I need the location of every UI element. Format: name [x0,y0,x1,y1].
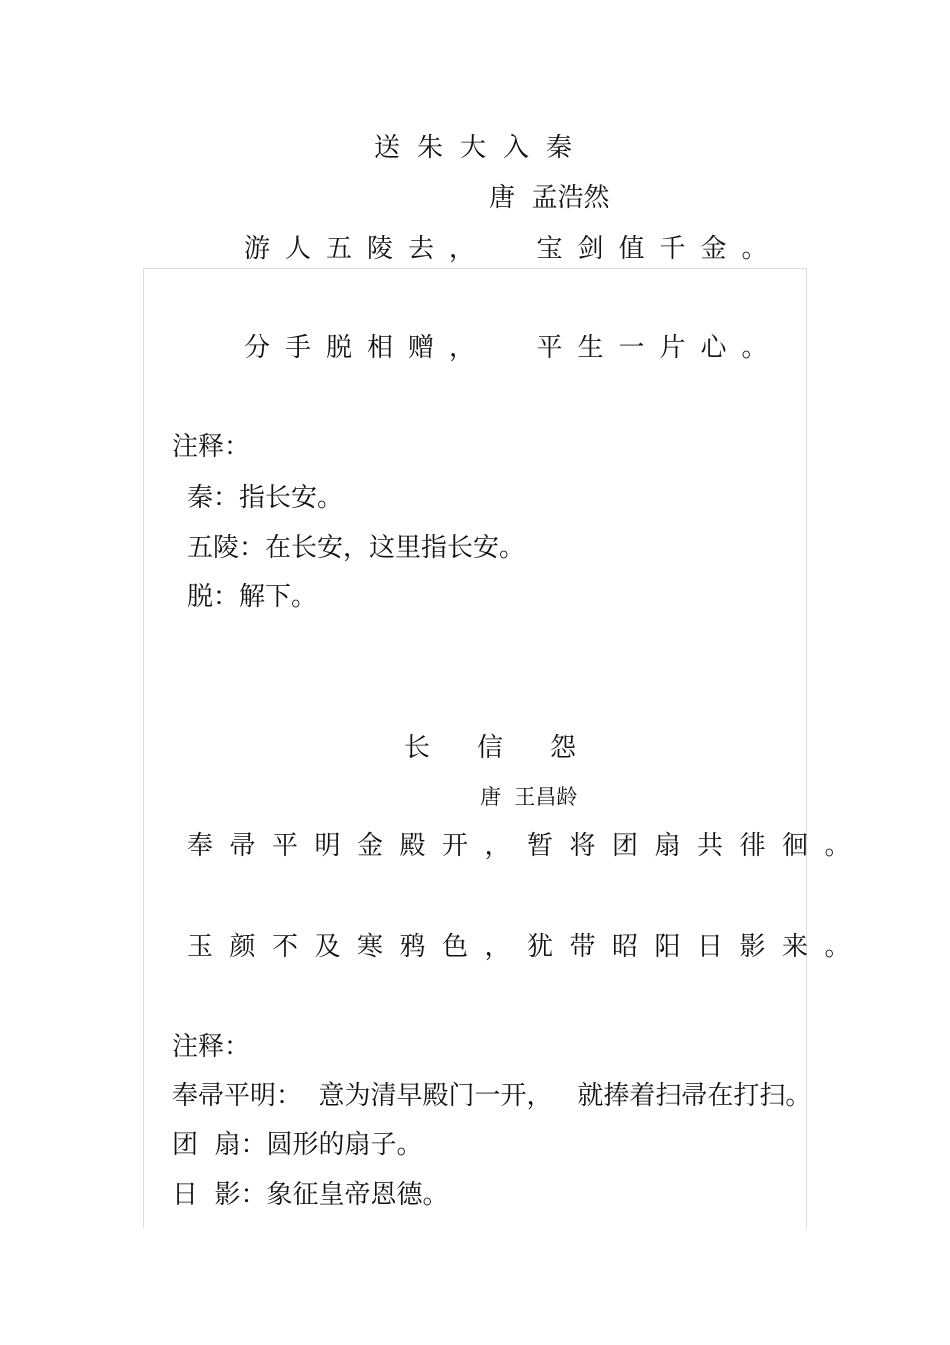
poem1-notes-label: 注释： [172,432,251,462]
poem2-notes-label: 注释： [172,1032,251,1062]
poem1-note-3: 脱：解下。 [187,582,318,612]
poem2-line-1: 奉帚平明金殿开，暂将团扇共徘徊。 [187,831,868,861]
poem1-note-1: 秦：指长安。 [187,483,344,513]
poem2-line-2: 玉颜不及寒鸦色，犹带昭阳日影来。 [187,932,868,962]
poem1-line-2: 分手脱相赠， 平生一片心。 [244,333,783,363]
poem2-author: 唐 王昌龄 [480,785,578,809]
poem2-note-2: 团 扇：圆形的扇子。 [172,1130,423,1160]
poem2-title: 长信怨 [404,733,624,763]
poem1-line-1: 游人五陵去， 宝剑值千金。 [244,234,783,264]
poem2-note-3: 日 影：象征皇帝恩德。 [172,1180,449,1210]
poem1-note-2: 五陵：在长安，这里指长安。 [187,533,526,563]
poem1-author: 唐 孟浩然 [489,183,610,213]
poem2-note-1: 奉帚平明： 意为清早殿门一开， 就捧着扫帚在打扫。 [172,1081,812,1111]
poem1-title: 送朱大入秦 [374,133,590,163]
